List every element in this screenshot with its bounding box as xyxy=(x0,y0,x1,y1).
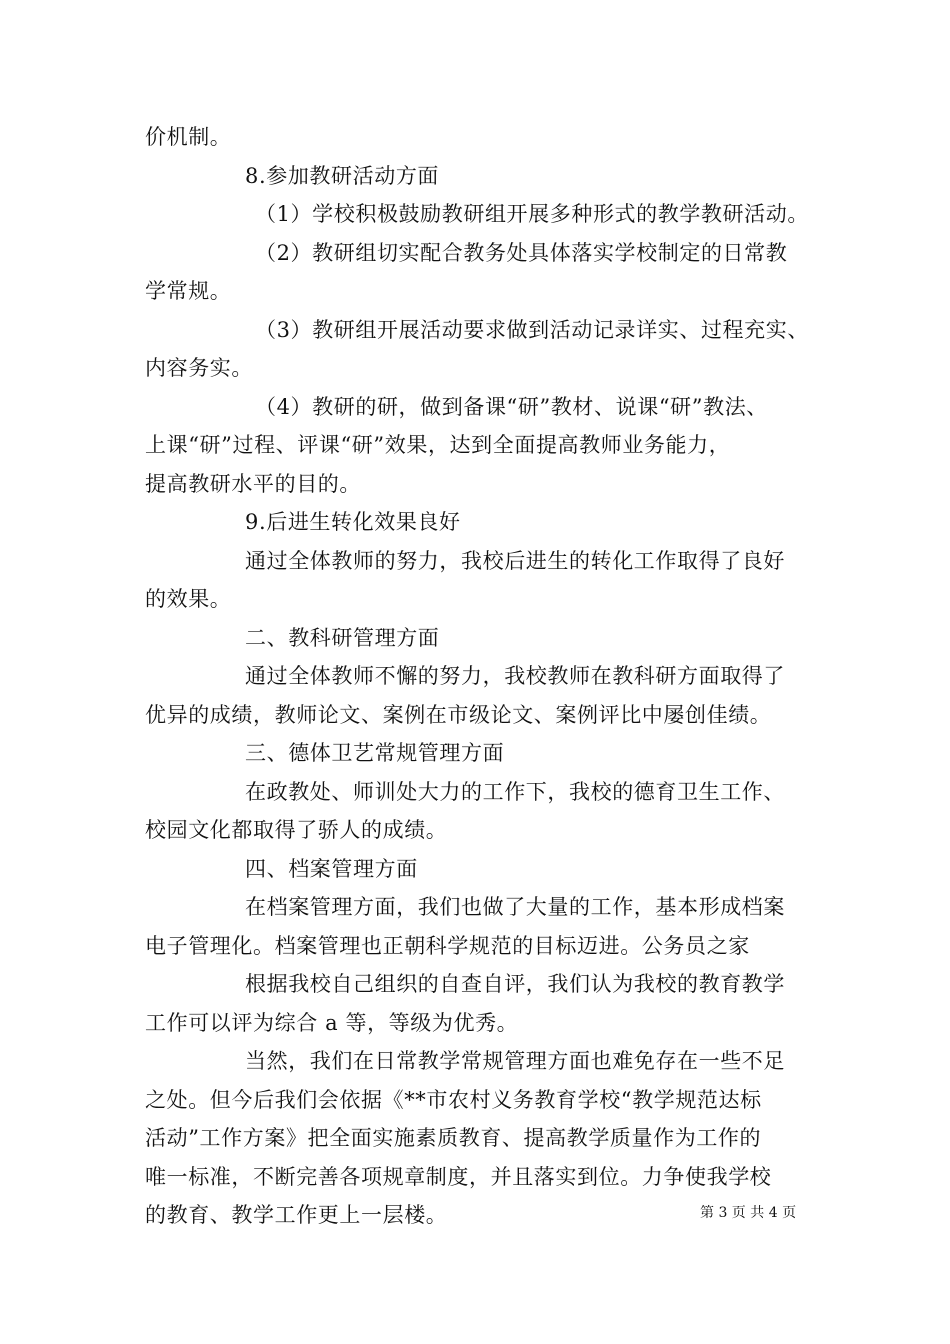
text-line: （4）教研的研，做到备课“研”教材、说课“研”教法、 xyxy=(255,394,768,419)
text-line: 通过全体教师不懈的努力，我校教师在教科研方面取得了 xyxy=(245,664,785,688)
text-line: 通过全体教师的努力，我校后进生的转化工作取得了良好 xyxy=(245,548,785,573)
text-line: 根据我校自己组织的自查自评，我们认为我校的教育教学 xyxy=(245,972,785,996)
body-text xyxy=(145,118,815,1235)
text-line: 唯一标准，不断完善各项规章制度，并且落实到位。力争使我学校 xyxy=(145,1164,772,1189)
text-line: 的效果。 xyxy=(145,587,232,611)
text-line: 之处。但今后我们会依据《**市农村义务教育学校“教学规范达标 xyxy=(145,1087,762,1112)
text-line: （1）学校积极鼓励教研组开展多种形式的教学教研活动。 xyxy=(255,202,809,226)
text-line: 电子管理化。档案管理也正朝科学规范的目标迈进。公务员之家 xyxy=(145,933,750,958)
text-line: 二、教科研管理方面 xyxy=(245,625,440,650)
text-line: 在政教处、师训处大力的工作下，我校的德育卫生工作、 xyxy=(245,779,785,804)
text-line: 四、档案管理方面 xyxy=(245,856,418,881)
text-line: 价机制。 xyxy=(145,125,232,149)
text-line: 三、德体卫艺常规管理方面 xyxy=(245,741,505,765)
text-line: 8.参加教研活动方面 xyxy=(245,163,440,188)
text-line: 优异的成绩，教师论文、案例在市级论文、案例评比中屡创佳绩。 xyxy=(145,702,772,727)
text-line: 工作可以评为综合 a 等，等级为优秀。 xyxy=(145,1010,519,1035)
text-line: 在档案管理方面，我们也做了大量的工作，基本形成档案 xyxy=(245,895,785,919)
text-line: 提高教研水平的目的。 xyxy=(145,471,361,496)
text-line: （3）教研组开展活动要求做到活动记录详实、过程充实、 xyxy=(255,317,809,342)
text-line: 的教育、教学工作更上一层楼。 xyxy=(145,1203,448,1227)
text-line: 校园文化都取得了骄人的成绩。 xyxy=(145,818,448,842)
text-line: 学常规。 xyxy=(145,279,232,303)
text-line: 上课“研”过程、评课“研”效果，达到全面提高教师业务能力， xyxy=(145,433,731,457)
text-line: 内容务实。 xyxy=(145,356,253,380)
text-line: 9.后进生转化效果良好 xyxy=(245,510,461,534)
text-line: 活动”工作方案》把全面实施素质教育、提高教学质量作为工作的 xyxy=(145,1126,762,1150)
page-footer: 第 3 页 共 4 页 xyxy=(700,1205,797,1221)
text-line: （2）教研组切实配合教务处具体落实学校制定的日常教 xyxy=(255,240,788,265)
text-line: 当然，我们在日常教学常规管理方面也难免存在一些不足 xyxy=(245,1049,785,1073)
